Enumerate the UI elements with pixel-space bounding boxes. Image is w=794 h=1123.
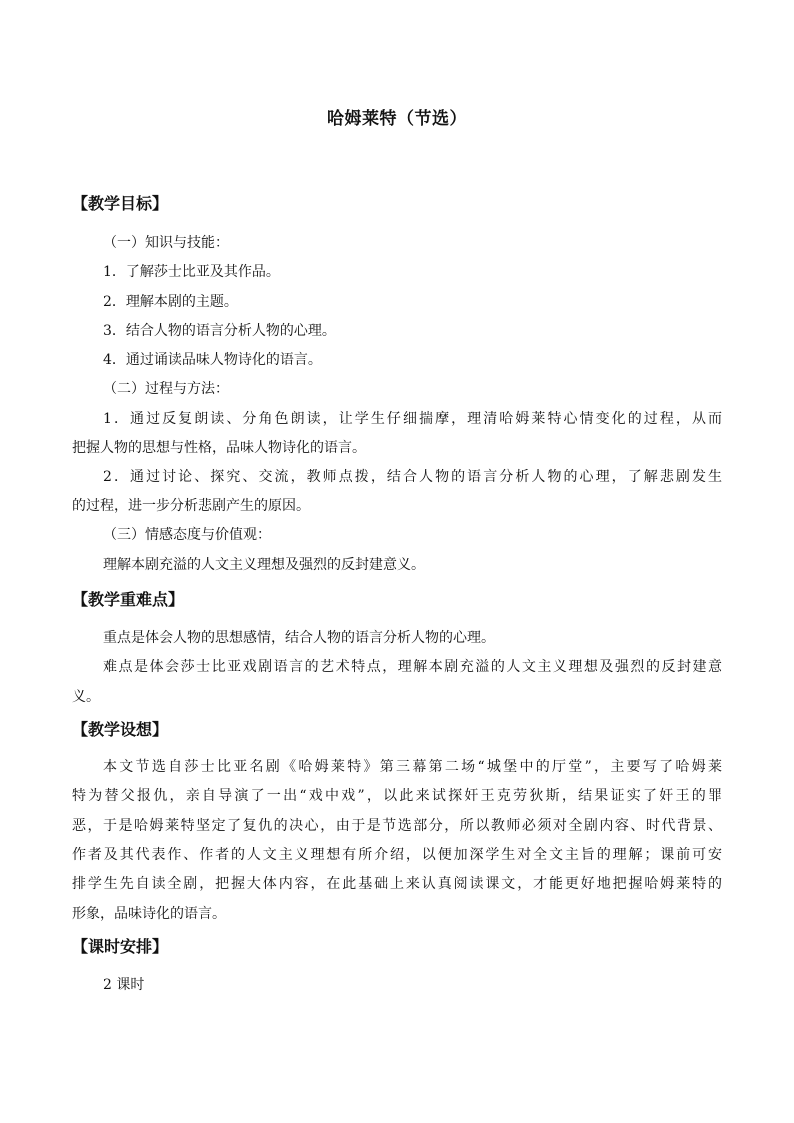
subheading-attitude-values: （三）情感态度与价值观： xyxy=(103,527,271,543)
design-paragraph-line: 作者及其代表作、作者的人文主义理想有所介绍，以便加深学生对全文主旨的理解；课前可安 xyxy=(72,847,722,863)
section-heading-objectives: 【教学目标】 xyxy=(72,194,169,213)
section-heading-design: 【教学设想】 xyxy=(72,720,169,739)
objective-paragraph-line: 的过程，进一步分析悲剧产生的原因。 xyxy=(72,498,310,514)
key-point-text: 重点是体会人物的思想感情，结合人物的语言分析人物的心理。 xyxy=(103,630,495,646)
section-heading-key-points: 【教学重难点】 xyxy=(72,590,185,609)
document-title: 哈姆莱特（节选） xyxy=(327,109,467,129)
objective-paragraph-line: 理解本剧充溢的人文主义理想及强烈的反封建意义。 xyxy=(103,557,425,573)
design-paragraph-line: 形象，品味诗化的语言。 xyxy=(72,906,226,922)
section-heading-schedule: 【课时安排】 xyxy=(72,937,169,956)
objective-item: 3．结合人物的语言分析人物的心理。 xyxy=(103,323,336,339)
objective-item: 4．通过诵读品味人物诗化的语言。 xyxy=(103,352,322,368)
subheading-process-method: （二）过程与方法： xyxy=(103,381,229,397)
objective-item: 1．了解莎士比亚及其作品。 xyxy=(103,264,280,280)
design-paragraph-line: 恶，于是哈姆莱特坚定了复仇的决心，由于是节选部分，所以教师必须对全剧内容、时代背景、 xyxy=(72,818,722,834)
objective-paragraph-line: 2．通过讨论、探究、交流，教师点拨，结合人物的语言分析人物的心理，了解悲剧发生 xyxy=(103,469,722,485)
objective-paragraph-line: 把握人物的思想与性格，品味人物诗化的语言。 xyxy=(72,440,366,456)
difficult-point-text: 义。 xyxy=(72,689,100,705)
difficult-point-text: 难点是体会莎士比亚戏剧语言的艺术特点，理解本剧充溢的人文主义理想及强烈的反封建意 xyxy=(103,659,722,675)
schedule-value: 2 课时 xyxy=(103,977,145,993)
objective-item: 2．理解本剧的主题。 xyxy=(103,294,238,310)
design-paragraph-line: 排学生先自读全剧，把握大体内容，在此基础上来认真阅读课文，才能更好地把握哈姆莱特的 xyxy=(72,876,722,892)
subheading-knowledge-skills: （一）知识与技能： xyxy=(103,235,229,251)
design-paragraph-line: 本文节选自莎士比亚名剧《哈姆莱特》第三幕第二场“城堡中的厅堂”，主要写了哈姆莱 xyxy=(103,759,722,775)
design-paragraph-line: 特为替父报仇，亲自导演了一出“戏中戏”，以此来试探奸王克劳狄斯，结果证实了奸王的罪 xyxy=(72,788,722,804)
objective-paragraph-line: 1．通过反复朗读、分角色朗读，让学生仔细揣摩，理清哈姆莱特心情变化的过程，从而 xyxy=(103,411,722,427)
